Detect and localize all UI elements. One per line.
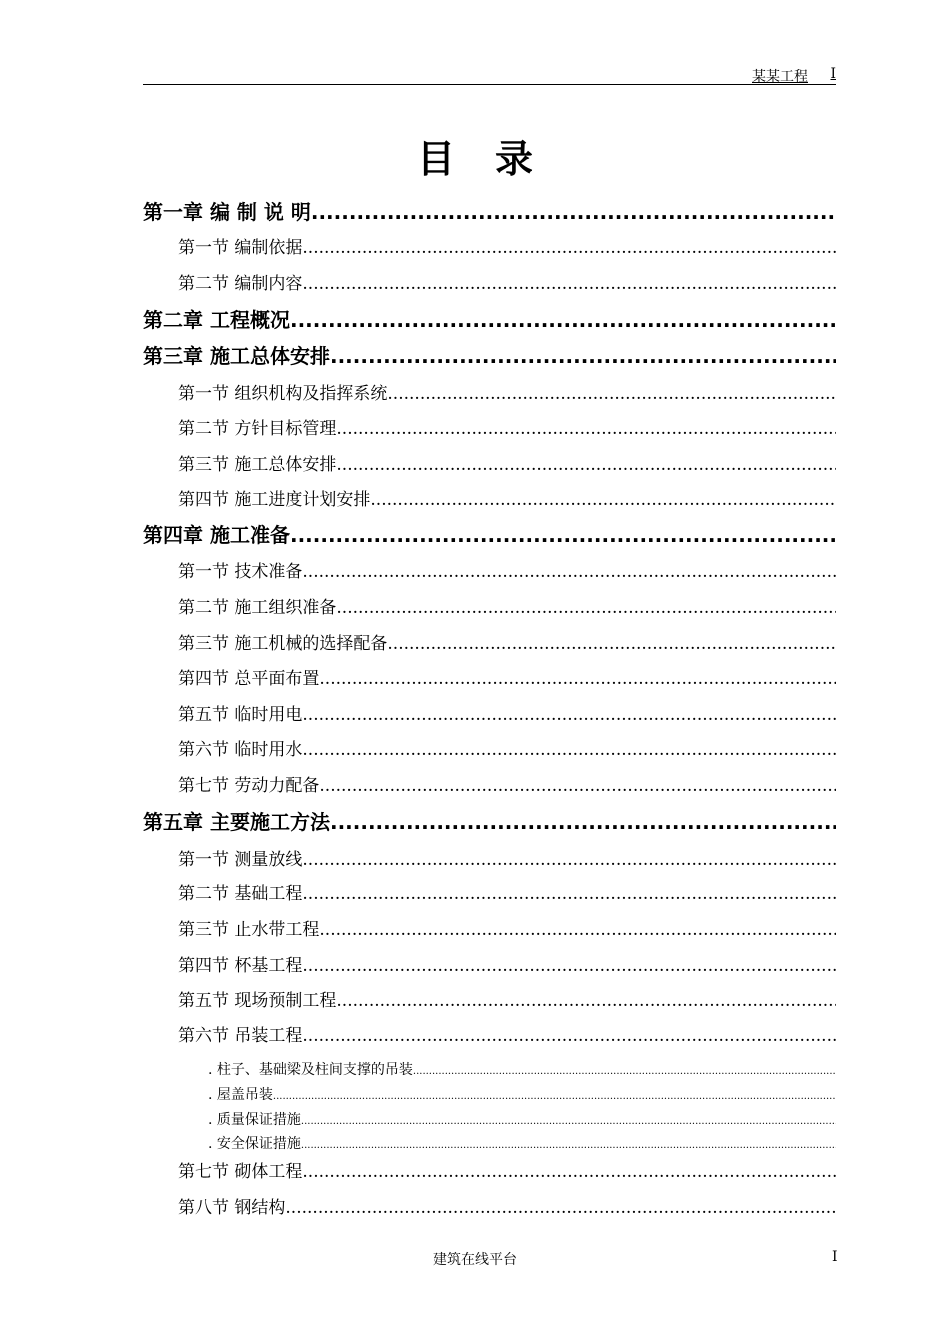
- toc-entry-label: 第三章 施工总体安排: [143, 344, 330, 368]
- toc-entry-label: 第二节 施工组织准备: [178, 598, 337, 618]
- leader-dots: [290, 523, 836, 547]
- leader-dots: [336, 419, 836, 439]
- toc-entry-label: 第三节 施工总体安排: [178, 455, 337, 475]
- toc-entry-label: 第四节 杯基工程: [178, 956, 303, 976]
- toc-section[interactable]: [178, 1021, 836, 1047]
- leader-dots: [301, 1140, 836, 1151]
- toc-section[interactable]: [178, 735, 836, 761]
- toc-entry-label: 第八节 钢结构: [178, 1198, 286, 1218]
- leader-dots: [302, 705, 836, 725]
- footer-site-name: 建筑在线平台: [433, 1252, 517, 1268]
- toc-chapter[interactable]: [143, 340, 836, 370]
- toc-entry-label: . 安全保证措施: [208, 1136, 301, 1152]
- toc-section[interactable]: [178, 269, 836, 295]
- footer-page-number: I: [832, 1249, 838, 1265]
- toc-entry-label: 第三节 施工机械的选择配备: [178, 634, 388, 654]
- toc-entry-label: 第三节 止水带工程: [178, 920, 320, 940]
- toc-entry-label: 第一章 编 制 说 明: [143, 200, 311, 224]
- leader-dots: [336, 455, 836, 475]
- leader-dots: [319, 920, 836, 940]
- leader-dots: [319, 669, 836, 689]
- toc-subsection[interactable]: [208, 1059, 836, 1079]
- toc-section[interactable]: [178, 233, 836, 259]
- page-header: [143, 66, 836, 85]
- leader-dots: [285, 1198, 836, 1218]
- leader-dots: [302, 884, 836, 904]
- toc-subsection[interactable]: [208, 1133, 836, 1153]
- toc-chapter[interactable]: [143, 304, 836, 334]
- toc-section[interactable]: [178, 771, 836, 797]
- toc-entry-label: 第二节 编制内容: [178, 274, 303, 294]
- leader-dots: [302, 740, 836, 760]
- leader-dots: [370, 490, 836, 510]
- toc-section[interactable]: [178, 915, 836, 941]
- leader-dots: [302, 238, 836, 258]
- toc-section[interactable]: [178, 593, 836, 619]
- toc-entry-label: . 质量保证措施: [208, 1112, 301, 1128]
- leader-dots: [302, 956, 836, 976]
- header-page-number: I: [830, 66, 836, 82]
- toc-entry-label: 第一节 技术准备: [178, 562, 303, 582]
- toc-chapter[interactable]: [143, 519, 836, 549]
- leader-dots: [319, 776, 836, 796]
- toc-entry-label: 第七节 砌体工程: [178, 1162, 303, 1182]
- toc-chapter[interactable]: [143, 196, 836, 226]
- toc-entry-label: 第五章 主要施工方法: [143, 810, 330, 834]
- toc-entry-label: 第五节 临时用电: [178, 705, 303, 725]
- leader-dots: [330, 344, 836, 368]
- leader-dots: [302, 1026, 836, 1046]
- toc-entry-label: 第五节 现场预制工程: [178, 991, 337, 1011]
- toc-section[interactable]: [178, 879, 836, 905]
- toc-section[interactable]: [178, 1193, 836, 1219]
- toc-section[interactable]: [178, 700, 836, 726]
- leader-dots: [302, 1162, 836, 1182]
- leader-dots: [336, 598, 836, 618]
- toc-title: 目录: [416, 137, 573, 181]
- toc-section[interactable]: [178, 664, 836, 690]
- leader-dots: [387, 634, 836, 654]
- toc-subsection[interactable]: [208, 1109, 836, 1129]
- leader-dots: [413, 1066, 836, 1077]
- toc-entry-label: . 柱子、基础梁及柱间支撑的吊装: [208, 1062, 413, 1078]
- toc-entry-label: . 屋盖吊装: [208, 1087, 273, 1103]
- leader-dots: [302, 274, 836, 294]
- toc-entry-label: 第七节 劳动力配备: [178, 776, 320, 796]
- toc-entry-label: 第二章 工程概况: [143, 308, 290, 332]
- toc-section[interactable]: [178, 986, 836, 1012]
- toc-entry-label: 第一节 编制依据: [178, 238, 303, 258]
- toc-chapter[interactable]: [143, 806, 836, 836]
- toc-section[interactable]: [178, 557, 836, 583]
- toc-entry-label: 第一节 组织机构及指挥系统: [178, 384, 388, 404]
- toc-entry-label: 第二节 方针目标管理: [178, 419, 337, 439]
- leader-dots: [311, 200, 836, 224]
- toc-entry-label: 第六节 临时用水: [178, 740, 303, 760]
- leader-dots: [336, 991, 836, 1011]
- toc-entry-label: 第二节 基础工程: [178, 884, 303, 904]
- toc-subsection[interactable]: [208, 1084, 836, 1104]
- leader-dots: [330, 810, 836, 834]
- leader-dots: [290, 308, 836, 332]
- toc-section[interactable]: [178, 629, 836, 655]
- toc-section[interactable]: [178, 845, 836, 871]
- toc-entry-label: 第四节 施工进度计划安排: [178, 490, 371, 510]
- toc-entry-label: 第六节 吊装工程: [178, 1026, 303, 1046]
- toc-section[interactable]: [178, 485, 836, 511]
- toc-entry-label: 第四章 施工准备: [143, 523, 290, 547]
- leader-dots: [302, 850, 836, 870]
- leader-dots: [387, 384, 836, 404]
- leader-dots: [302, 562, 836, 582]
- toc-section[interactable]: [178, 450, 836, 476]
- leader-dots: [273, 1091, 836, 1102]
- toc-section[interactable]: [178, 951, 836, 977]
- toc-section[interactable]: [178, 379, 836, 405]
- toc-entry-label: 第四节 总平面布置: [178, 669, 320, 689]
- toc-section[interactable]: [178, 414, 836, 440]
- toc-entry-label: 第一节 测量放线: [178, 850, 303, 870]
- leader-dots: [301, 1116, 836, 1127]
- header-project-name: 某某工程: [752, 69, 808, 85]
- toc-section[interactable]: [178, 1157, 836, 1183]
